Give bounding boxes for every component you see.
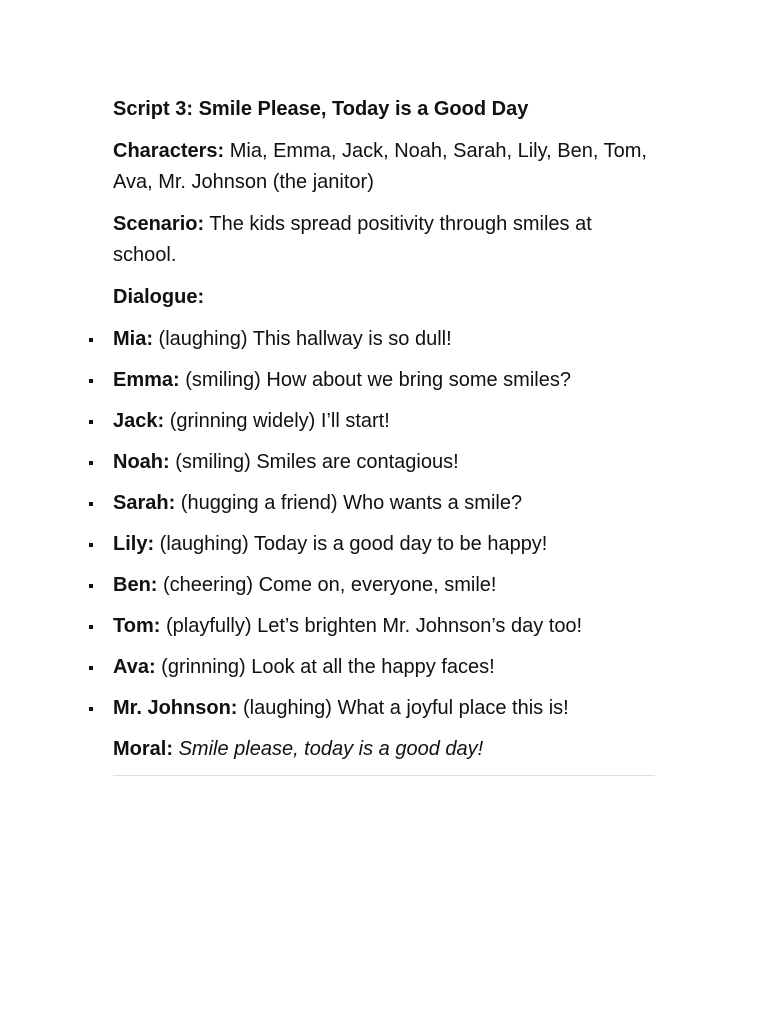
dialogue-line [113,652,658,683]
dialogue-line [113,693,658,724]
speaker-line: (laughing) What a joyful place this is! [237,697,569,719]
speaker-line: (cheering) Come on, everyone, smile! [157,574,497,596]
dialogue-line [113,447,658,478]
dialogue-line [113,324,658,355]
speaker-name: Mr. Johnson: [113,697,238,719]
bullet-icon [89,584,93,588]
speaker-name: Mia: [113,328,153,350]
scenario-label: Scenario: [113,213,205,235]
bullet-icon [89,707,93,711]
speaker-line: (smiling) How about we bring some smiles? [179,369,571,391]
dialogue-heading: Dialogue: [113,286,205,308]
dialogue-line [113,529,658,560]
bullet-icon [89,502,93,506]
speaker-line: (grinning widely) I’ll start! [164,410,390,432]
speaker-line: (laughing) Today is a good day to be happy! [154,533,548,555]
speaker-name: Ava: [113,656,156,678]
speaker-line: (laughing) This hallway is so dull! [153,328,452,350]
horizontal-divider [113,775,655,776]
speaker-line: (smiling) Smiles are contagious! [169,451,459,473]
bullet-icon [89,420,93,424]
moral-paragraph [113,734,658,765]
scenario-text: The kids spread positivity through smiles at school. [113,213,592,266]
characters-text: Mia, Emma, Jack, Noah, Sarah, Lily, Ben, Tom, Ava, Mr. Johnson (the janitor) [113,140,647,193]
characters-label: Characters: [113,140,225,162]
characters-paragraph [113,136,658,198]
speaker-name: Emma: [113,369,180,391]
scenario-paragraph [113,209,658,271]
speaker-name: Lily: [113,533,155,555]
speaker-name: Tom: [113,615,161,637]
bullet-icon [89,625,93,629]
dialogue-line [113,611,658,642]
speaker-name: Sarah: [113,492,176,514]
speaker-name: Noah: [113,451,170,473]
speaker-line: (playfully) Let’s brighten Mr. Johnson’s day too! [160,615,583,637]
dialogue-line [113,365,658,396]
bullet-icon [89,338,93,342]
bullet-icon [89,543,93,547]
document-content [113,94,658,776]
bullet-icon [89,461,93,465]
dialogue-list [113,324,658,724]
speaker-name: Jack: [113,410,165,432]
speaker-line: (grinning) Look at all the happy faces! [155,656,495,678]
dialogue-line [113,570,658,601]
bullet-icon [89,666,93,670]
script-title: Script 3: Smile Please, Today is a Good Day [113,98,529,120]
moral-text: Smile please, today is a good day! [178,738,484,760]
speaker-line: (hugging a friend) Who wants a smile? [175,492,523,514]
dialogue-line [113,488,658,519]
dialogue-line [113,406,658,437]
speaker-name: Ben: [113,574,158,596]
moral-label: Moral: [113,738,173,760]
bullet-icon [89,379,93,383]
